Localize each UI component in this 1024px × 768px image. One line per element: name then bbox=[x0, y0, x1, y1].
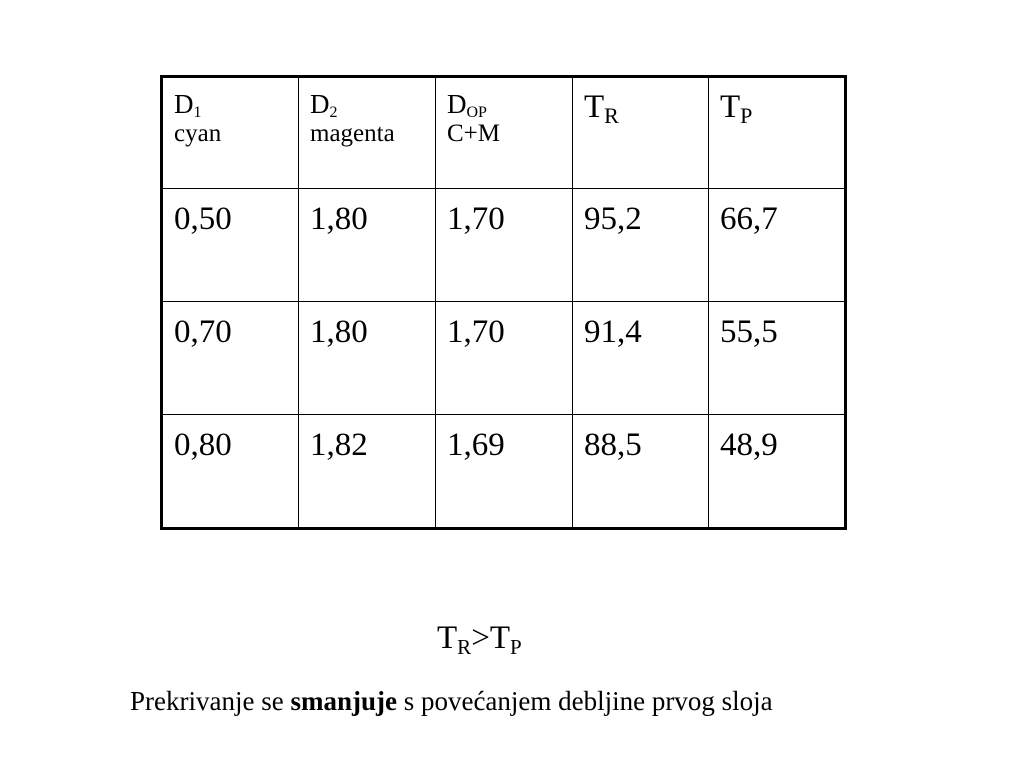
table-cell: 95,2 bbox=[573, 189, 709, 302]
conclusion-text: Prekrivanje se smanjuje s povećanjem debljine prvog sloja bbox=[130, 686, 773, 716]
table-row bbox=[162, 302, 846, 415]
density-table bbox=[160, 75, 847, 530]
table-cell: 1,82 bbox=[299, 415, 436, 529]
header-d2: $D_2$ magenta bbox=[299, 77, 436, 189]
table-cell: 1,80 bbox=[299, 302, 436, 415]
header-dop: $D_{OP}$ C+M bbox=[436, 77, 573, 189]
table-cell: 55,5 bbox=[709, 302, 846, 415]
table-cell: 88,5 bbox=[573, 415, 709, 529]
table-header-row bbox=[162, 77, 846, 189]
table-row bbox=[162, 415, 846, 529]
table-cell: 1,69 bbox=[436, 415, 573, 529]
relation-formula: $T_R>T_P$ bbox=[437, 620, 522, 659]
table-cell: 1,70 bbox=[436, 302, 573, 415]
emphasis-word: smanjuje bbox=[290, 686, 397, 716]
table-row bbox=[162, 189, 846, 302]
table-cell: 0,50 bbox=[162, 189, 299, 302]
table-cell: 1,80 bbox=[299, 189, 436, 302]
header-d1: $D_1$ cyan bbox=[162, 77, 299, 189]
table-cell: 66,7 bbox=[709, 189, 846, 302]
table-cell: 1,70 bbox=[436, 189, 573, 302]
table-cell: 48,9 bbox=[709, 415, 846, 529]
header-tp: $T_P$ bbox=[709, 77, 846, 189]
table-cell: 0,80 bbox=[162, 415, 299, 529]
header-tr: $T_R$ bbox=[573, 77, 709, 189]
table-cell: 91,4 bbox=[573, 302, 709, 415]
table-cell: 0,70 bbox=[162, 302, 299, 415]
